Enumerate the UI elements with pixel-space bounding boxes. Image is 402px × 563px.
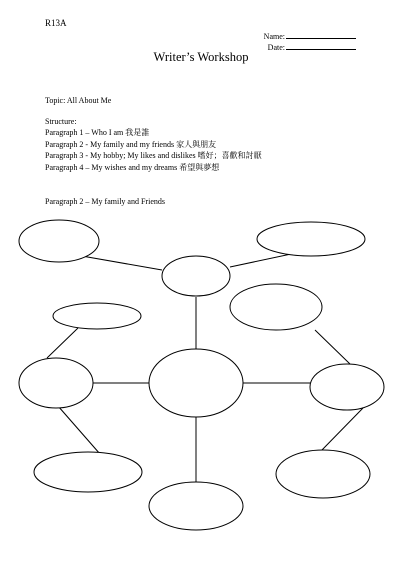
connector-line [320, 408, 363, 452]
connector-line [58, 406, 100, 454]
paragraph-heading: Paragraph 2 – My family and Friends [45, 197, 165, 206]
bubble-top-left[interactable] [19, 220, 99, 262]
bubble-bottom-center[interactable] [149, 482, 243, 530]
page-title: Writer’s Workshop [153, 50, 249, 64]
connector-line [315, 330, 350, 364]
bubble-lower-right[interactable] [276, 450, 370, 498]
topic-line: Topic: All About Me [45, 96, 112, 105]
structure-label: Structure: [45, 117, 77, 126]
name-label: Name: [263, 32, 285, 41]
bubble-top-right[interactable] [257, 222, 365, 256]
bubble-upper-center[interactable] [162, 256, 230, 296]
structure-item: Paragraph 1 – Who I am 我是誰 [45, 128, 150, 138]
bubble-middle-right[interactable] [310, 364, 384, 410]
bubble-upper-left[interactable] [53, 303, 141, 329]
structure-item: Paragraph 4 – My wishes and my dreams 希望與夢想 [45, 162, 220, 172]
bubble-center[interactable] [149, 349, 243, 417]
worksheet-code: R13A [45, 18, 67, 28]
structure-item: Paragraph 3 - My hobby; My likes and dislikes 嗜好；喜歡和討厭 [45, 151, 262, 161]
structure-item: Paragraph 2 - My family and my friends 家人與朋友 [45, 139, 217, 149]
bubble-lower-left[interactable] [34, 452, 142, 492]
date-label: Date: [267, 43, 285, 52]
connector-line [47, 328, 78, 358]
bubble-upper-right[interactable] [230, 284, 322, 330]
bubble-middle-left[interactable] [19, 358, 93, 408]
